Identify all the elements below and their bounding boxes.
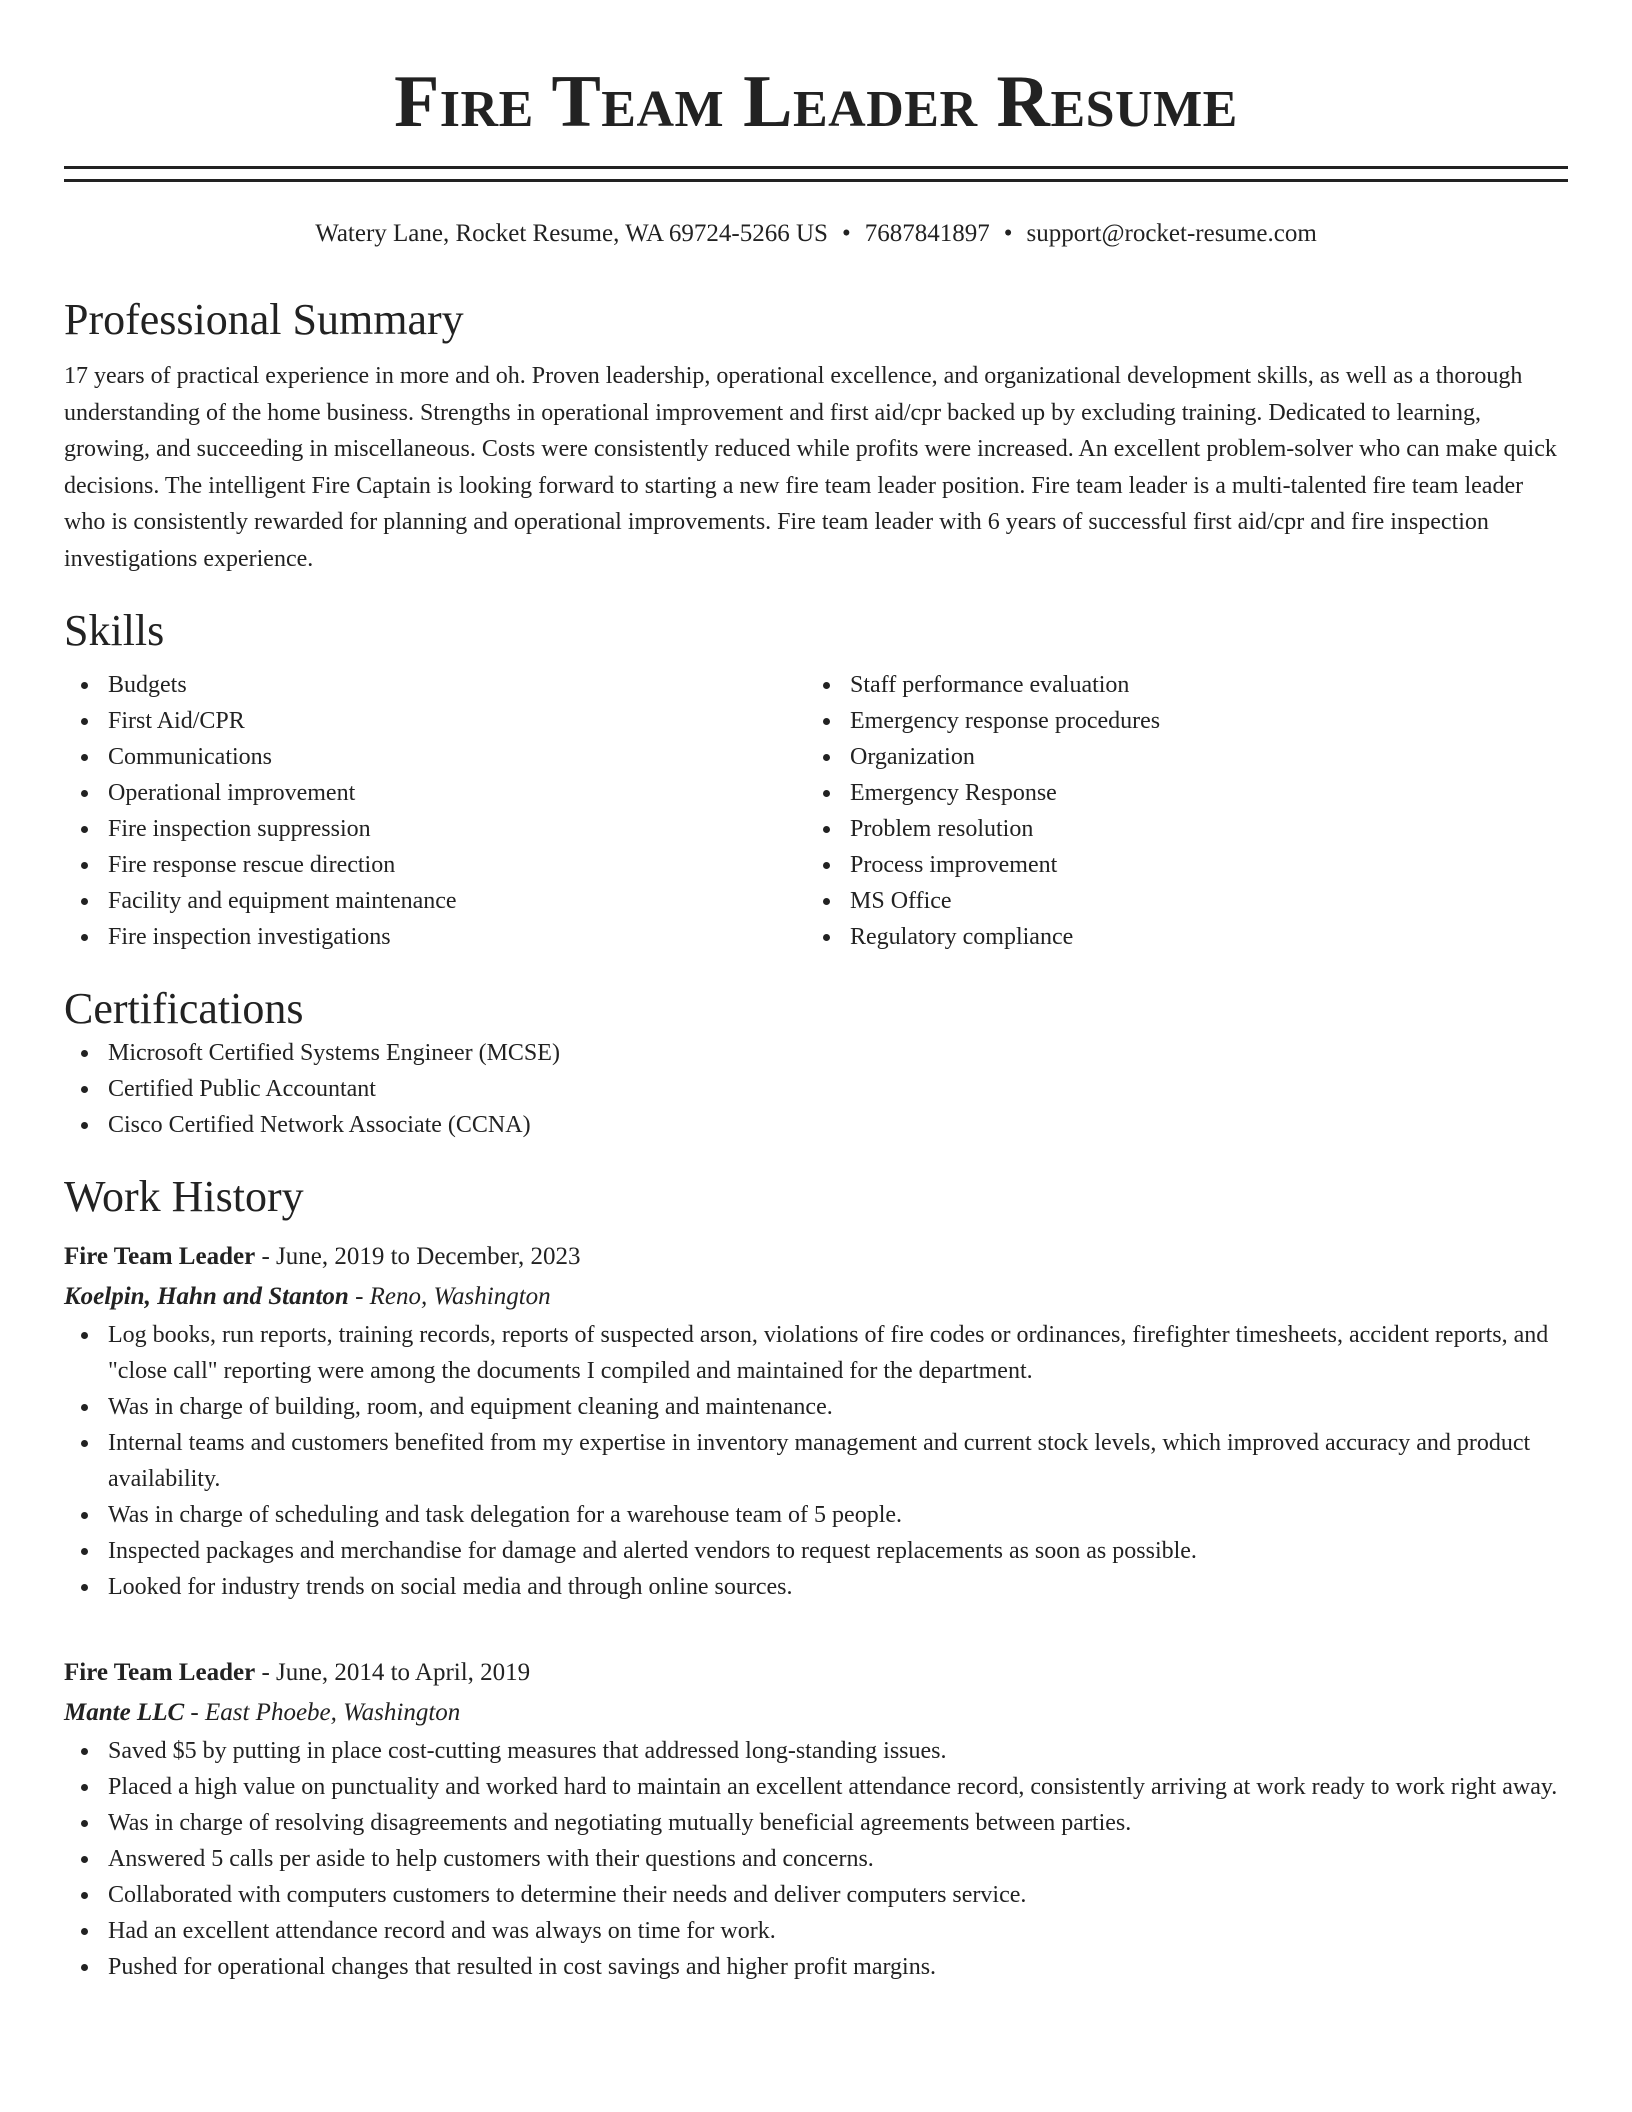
job-title-line [64,1653,1568,1693]
job-company-line [64,1277,1568,1317]
job-dates: - June, 2014 to April, 2019 [255,1659,531,1686]
skill-item: MS Office [806,883,1548,919]
skills-grid [64,667,1568,955]
skill-item: Budgets [64,667,806,703]
contact-separator: • [1003,220,1013,247]
skill-item: Emergency response procedures [806,703,1548,739]
job-duty-item: Answered 5 calls per aside to help customers with their questions and concerns. [64,1841,1568,1877]
skill-item: Process improvement [806,847,1548,883]
certification-item: Microsoft Certified Systems Engineer (MCSE) [64,1035,1568,1071]
skills-column-left [64,667,806,955]
certifications-section [64,983,1568,1143]
job-duty-item: Inspected packages and merchandise for damage and alerted vendors to request replacements as soon as possible. [64,1533,1568,1569]
certifications-list [64,1035,1568,1143]
job-duty-item: Was in charge of building, room, and equipment cleaning and maintenance. [64,1389,1568,1425]
job-duty-item: Pushed for operational changes that resulted in cost savings and higher profit margins. [64,1949,1568,1985]
skill-item: Fire inspection investigations [64,919,806,955]
certification-item: Certified Public Accountant [64,1071,1568,1107]
skills-list-right [806,667,1548,955]
job-duty-item: Log books, run reports, training records, reports of suspected arson, violations of fire codes or ordinances, firefighter timesheets, accident reports, and "close call" reporting were among the documents I compiled and maintained for the department. [64,1317,1568,1389]
skills-list-left [64,667,806,955]
job-duty-item: Was in charge of resolving disagreements and negotiating mutually beneficial agreements between parties. [64,1805,1568,1841]
skill-item: Regulatory compliance [806,919,1548,955]
job-duties-list [64,1733,1568,1985]
skills-column-right [806,667,1548,955]
job-title: Fire Team Leader [64,1659,256,1686]
skill-item: Staff performance evaluation [806,667,1548,703]
job-duty-item: Was in charge of scheduling and task delegation for a warehouse team of 5 people. [64,1497,1568,1533]
professional-summary-section [64,294,1568,577]
skill-item: Communications [64,739,806,775]
title-double-rule [64,166,1568,182]
skill-item: Operational improvement [64,775,806,811]
section-heading-skills: Skills [64,606,165,655]
skill-item: Organization [806,739,1548,775]
contact-separator: • [841,220,851,247]
job-duty-item: Had an excellent attendance record and was always on time for work. [64,1913,1568,1949]
job-duties-list [64,1317,1568,1605]
job-dates: - June, 2019 to December, 2023 [255,1243,581,1270]
section-heading-work-history: Work History [64,1172,304,1221]
job-location: - East Phoebe, Washington [184,1699,461,1726]
job-location: - Reno, Washington [348,1283,551,1310]
contact-address: Watery Lane, Rocket Resume, WA 69724-5266 US [315,220,828,247]
job-company-line [64,1693,1568,1733]
skill-item: Fire inspection suppression [64,811,806,847]
job-duty-item: Placed a high value on punctuality and worked hard to maintain an excellent attendance record, consistently arriving at work ready to work right away. [64,1769,1568,1805]
skill-item: Fire response rescue direction [64,847,806,883]
skill-item: Facility and equipment maintenance [64,883,806,919]
job-title-line [64,1237,1568,1277]
section-heading-certifications: Certifications [64,984,304,1033]
job-company: Mante LLC [64,1699,185,1726]
job-duty-item: Saved $5 by putting in place cost-cutting measures that addressed long-standing issues. [64,1733,1568,1769]
job-duty-item: Looked for industry trends on social media and through online sources. [64,1569,1568,1605]
job-entry [64,1653,1568,1985]
job-duty-item: Collaborated with computers customers to determine their needs and deliver computers service. [64,1877,1568,1913]
job-duty-item: Internal teams and customers benefited from my expertise in inventory management and current stock levels, which improved accuracy and product availability. [64,1425,1568,1497]
skill-item: Emergency Response [806,775,1548,811]
skills-section [64,605,1568,955]
work-history-section [64,1171,1568,1985]
resume-title: Fire Team Leader Resume [394,61,1238,143]
contact-email: support@rocket-resume.com [1026,220,1317,247]
job-company: Koelpin, Hahn and Stanton [64,1283,349,1310]
job-title: Fire Team Leader [64,1243,256,1270]
summary-paragraph: 17 years of practical experience in more and oh. Proven leadership, operational excellence, and organizational development skills, as well as a thorough understanding of the home business. Strengths in operational improvement and first aid/cpr backed up by excluding training. Dedicated to learning, growing, and succeeding in miscellaneous. Costs were consistently reduced while profits were increased. An excellent problem-solver who can make quick decisions. The intelligent Fire Captain is looking forward to starting a new fire team leader position. Fire team leader is a multi-talented fire team leader who is consistently rewarded for planning and operational improvements. Fire team leader with 6 years of successful first aid/cpr and fire inspection investigations experience. [64,363,1557,572]
skill-item: First Aid/CPR [64,703,806,739]
certification-item: Cisco Certified Network Associate (CCNA) [64,1107,1568,1143]
contact-line [64,218,1568,250]
contact-phone: 7687841897 [864,220,990,247]
job-entry [64,1237,1568,1605]
section-heading-summary: Professional Summary [64,295,464,344]
skill-item: Problem resolution [806,811,1548,847]
